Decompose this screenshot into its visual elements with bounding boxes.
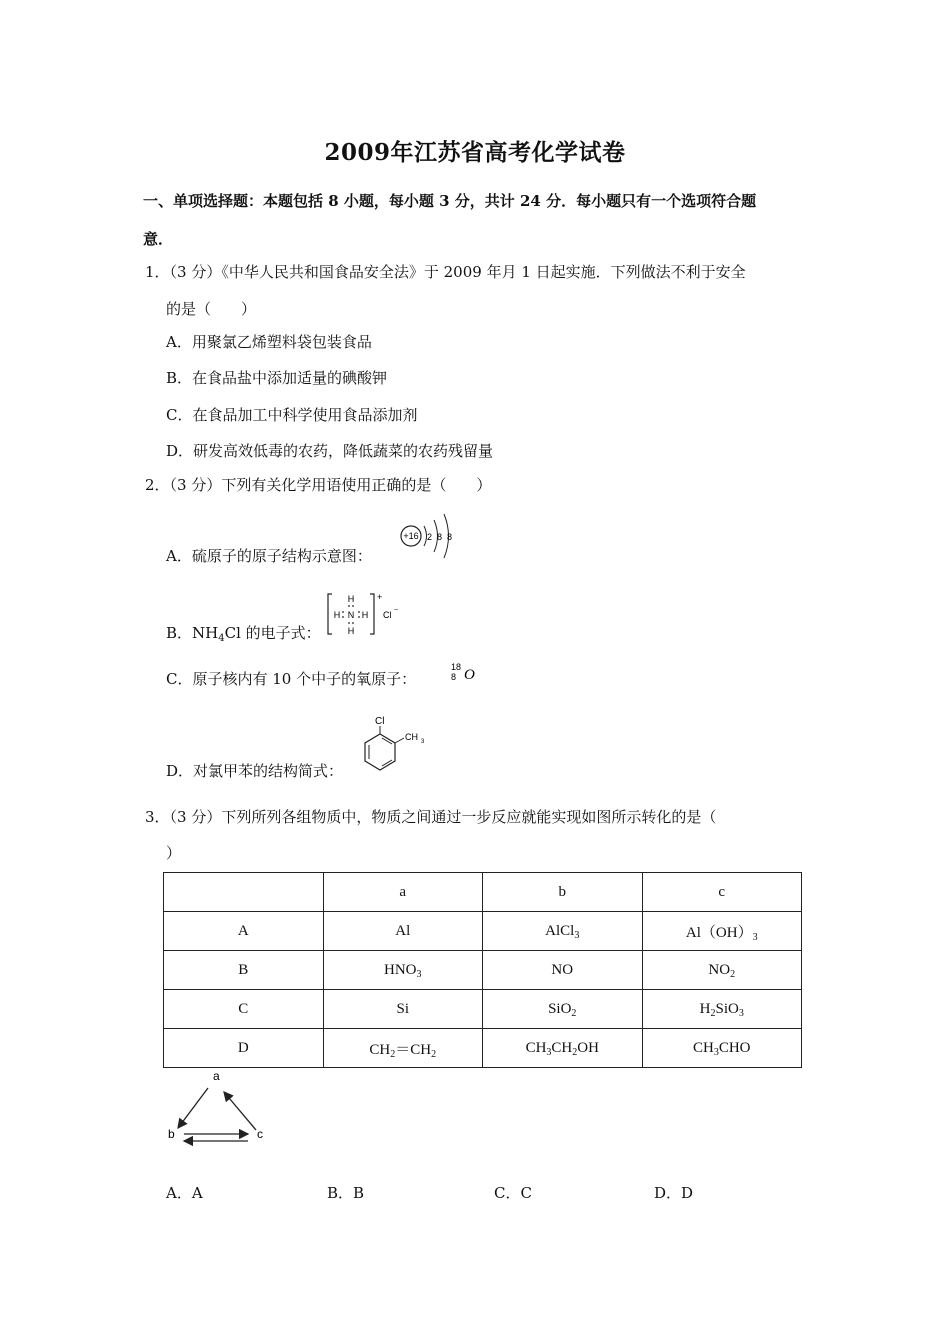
oxygen-18-symbol <box>448 660 484 686</box>
q1-option-a: A．用聚氯乙烯塑料袋包装食品 <box>166 333 372 351</box>
q2-option-b <box>166 622 321 643</box>
cell-c: $CH_3CHO$ <box>642 1029 802 1068</box>
q2-option-d: D．对氯甲苯的结构简式： <box>166 762 344 780</box>
table-row <box>164 990 802 1029</box>
mass-number: 18 <box>451 662 462 672</box>
cell-a: Al <box>323 912 483 951</box>
section-heading: 一、单项选择题：本题包括 8 小题，每小题 3 分，共计 24 分．每小题只有一个选项符合题 <box>143 192 757 210</box>
header-cell <box>164 873 324 912</box>
q1-stem-cont: 的是（ ） <box>166 300 257 318</box>
table-row <box>164 1029 802 1068</box>
header-cell: b <box>483 873 643 912</box>
element-symbol: O <box>464 667 475 683</box>
row-label: A <box>164 912 324 951</box>
q1-stem: 1．（3 分）《中华人民共和国食品安全法》于 2009 年月 1 日起实施．下列做法不利于安全 <box>145 263 746 281</box>
cell-b: SiO$_2$ <box>483 990 643 1029</box>
cell-b: AlCl$_3$ <box>483 912 643 951</box>
nucleus-charge: +16 <box>403 531 419 541</box>
chloride-symbol: Cl <box>383 610 392 620</box>
q3-stem: 3．（3 分）下列所列各组物质中，物质之间通过一步反应就能实现如图所示转化的是（ <box>145 808 717 826</box>
q1-option-b: B．在食品盐中添加适量的碘酸钾 <box>166 369 388 387</box>
cell-b: NO <box>483 951 643 990</box>
h-right: H <box>361 610 369 620</box>
q3-stem-cont: ） <box>166 844 182 862</box>
header-cell: c <box>642 873 802 912</box>
chloride-charge: − <box>394 607 399 614</box>
arrow-a-to-b <box>178 1088 208 1128</box>
methyl-subscript: 3 <box>421 739 425 745</box>
n-center: N <box>347 610 355 620</box>
q3-options-table <box>163 872 802 1068</box>
cell-c: $NO_2$ <box>642 951 802 990</box>
row-label: B <box>164 951 324 990</box>
node-c: c <box>257 1127 263 1141</box>
table-header-row <box>164 873 802 912</box>
answer-a: A．A <box>166 1184 203 1202</box>
nh4cl-electron-formula <box>326 590 406 640</box>
h-top: H <box>347 594 355 604</box>
row-label: C <box>164 990 324 1029</box>
h-left: H <box>333 610 341 620</box>
q2-option-c: C．原子核内有 10 个中子的氧原子： <box>166 670 417 688</box>
cell-a: $CH_2=CH_2$ <box>323 1029 483 1068</box>
chlorotoluene-structure <box>354 714 438 780</box>
chloro-group: Cl <box>375 716 385 727</box>
answer-c: C．C <box>494 1184 532 1202</box>
row-label: D <box>164 1029 324 1068</box>
shell-2-count: 8 <box>437 532 443 542</box>
optb-suffix: Cl 的电子式： <box>224 624 321 642</box>
q1-option-d: D．研发高效低毒的农药，降低蔬菜的农药残留量 <box>166 442 494 460</box>
q1-option-c: C．在食品加工中科学使用食品添加剂 <box>166 406 418 424</box>
q2-option-a: A．硫原子的原子结构示意图： <box>166 547 372 565</box>
conversion-triangle-diagram <box>164 1068 272 1148</box>
q2-stem: 2．（3 分）下列有关化学用语使用正确的是（ ） <box>145 476 492 494</box>
table-row <box>164 951 802 990</box>
shell-1-count: 2 <box>427 532 433 542</box>
atomic-number: 8 <box>451 672 457 682</box>
sulfur-atom-diagram <box>396 506 460 562</box>
methyl-group: CH <box>405 732 418 742</box>
section-heading-cont: 意． <box>143 230 174 248</box>
optb-prefix: B．NH <box>166 624 219 642</box>
cell-b: $CH_3CH_2OH$ <box>483 1029 643 1068</box>
cell-a: Si <box>323 990 483 1029</box>
shell-3-count: 8 <box>447 532 453 542</box>
node-b: b <box>168 1127 175 1141</box>
h-bottom: H <box>347 626 355 636</box>
arrow-c-to-a <box>224 1092 256 1130</box>
header-cell: a <box>323 873 483 912</box>
cell-a: $HNO_3$ <box>323 951 483 990</box>
optb-sub: 4 <box>218 633 225 644</box>
answer-d: D．D <box>654 1184 694 1202</box>
answer-b: B．B <box>327 1184 365 1202</box>
cell-c: $H_2SiO_3$ <box>642 990 802 1029</box>
node-a: a <box>213 1069 220 1083</box>
page-title: 2009年江苏省高考化学试卷 <box>324 139 626 166</box>
table-row <box>164 912 802 951</box>
ammonium-charge: + <box>377 592 383 602</box>
cell-c: $Al(OH)_3$ <box>642 912 802 951</box>
